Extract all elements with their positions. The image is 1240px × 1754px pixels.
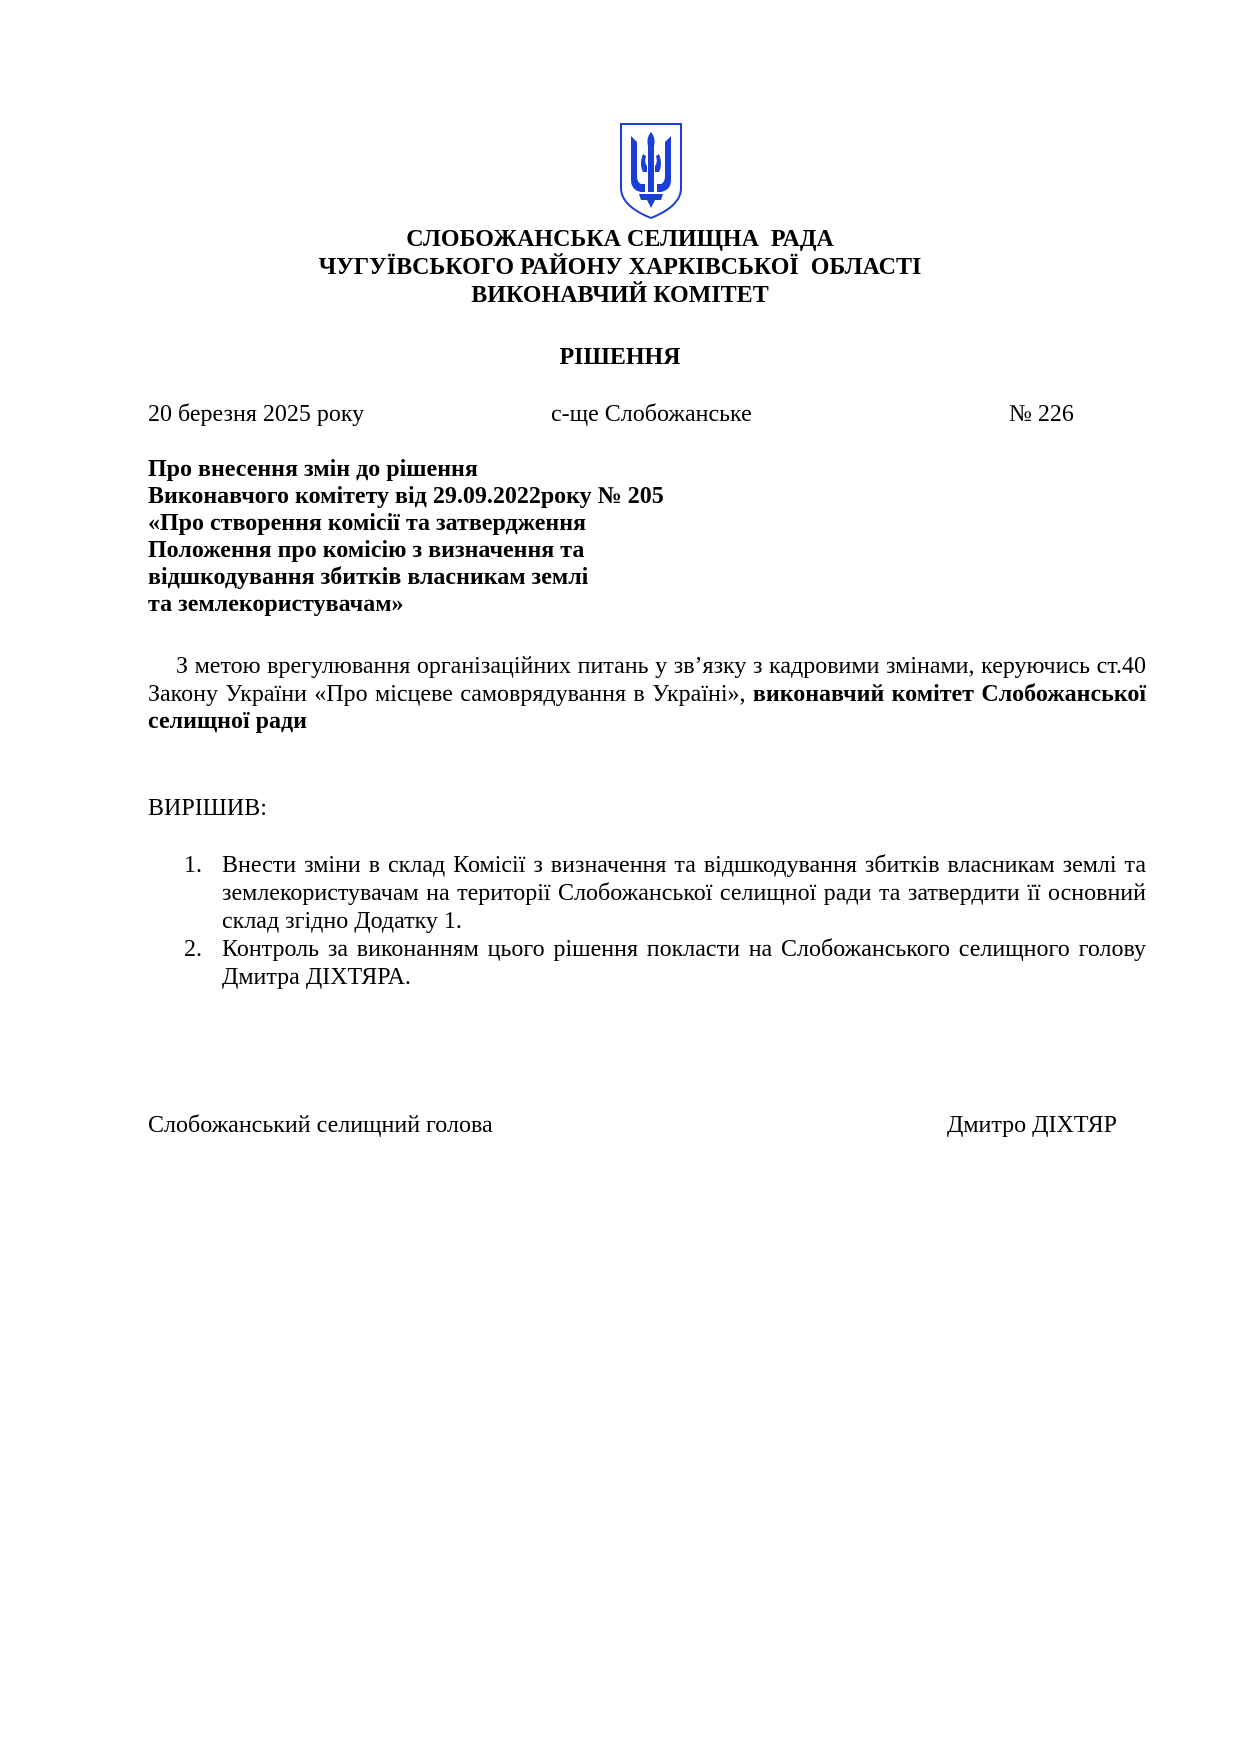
document-title: РІШЕННЯ [559, 344, 681, 370]
decision-item [184, 851, 1146, 935]
council-header [0, 225, 1240, 309]
preamble-text: З метою врегулювання організаційних питань у зв’язку з кадровими змінами, керуючись ст.40 Закону України «Про місцеве самоврядування в Україні», [148, 653, 1146, 707]
subject-line: «Про створення комісії та затвердження [148, 510, 587, 536]
header-line-committee: ВИКОНАВЧИЙ КОМІТЕТ [471, 282, 769, 308]
subject-line: Положення про комісію з визначення та [148, 537, 585, 563]
decision-list [0, 851, 1240, 991]
header-line-district: ЧУГУЇВСЬКОГО РАЙОНУ ХАРКІВСЬКОЇ ОБЛАСТІ [318, 254, 922, 280]
subject-line: Виконавчого комітету від 29.09.2022року № 205 [148, 483, 664, 509]
document-place: с-ще Слобожанське [551, 401, 752, 427]
document-subject [148, 456, 664, 618]
decision-item [184, 935, 1146, 991]
subject-line: відшкодування збитків власникам землі [148, 564, 589, 590]
tryzub-coat-of-arms-icon [619, 122, 683, 220]
decision-text: Внести зміни в склад Комісії з визначення та відшкодування збитків власникам землі та землекористувачам на території Слобожанської селищної ради та затвердити її основний склад згідно Додатку 1. [222, 852, 1146, 934]
signatory-name: Дмитро ДІХТЯР [947, 1112, 1117, 1138]
subject-line: та землекористувачам» [148, 591, 404, 617]
decision-text: Контроль за виконанням цього рішення покласти на Слобожанського селищного голову Дмитра ДІХТЯРА. [222, 936, 1146, 990]
decision-number: 2. [184, 936, 202, 962]
preamble-bold-text: виконавчий комітет Слобожанської селищної ради [148, 680, 1146, 734]
preamble-paragraph [148, 653, 1146, 736]
header-line-council: СЛОБОЖАНСЬКА СЕЛИЩНА РАДА [406, 226, 834, 252]
subject-line: Про внесення змін до рішення [148, 456, 478, 482]
document-date: 20 березня 2025 року [148, 401, 365, 427]
decided-label: ВИРІШИВ: [148, 795, 267, 821]
document-number: № 226 [1009, 401, 1074, 427]
signatory-title: Слобожанський селищний голова [148, 1112, 493, 1138]
decision-number: 1. [184, 852, 202, 878]
